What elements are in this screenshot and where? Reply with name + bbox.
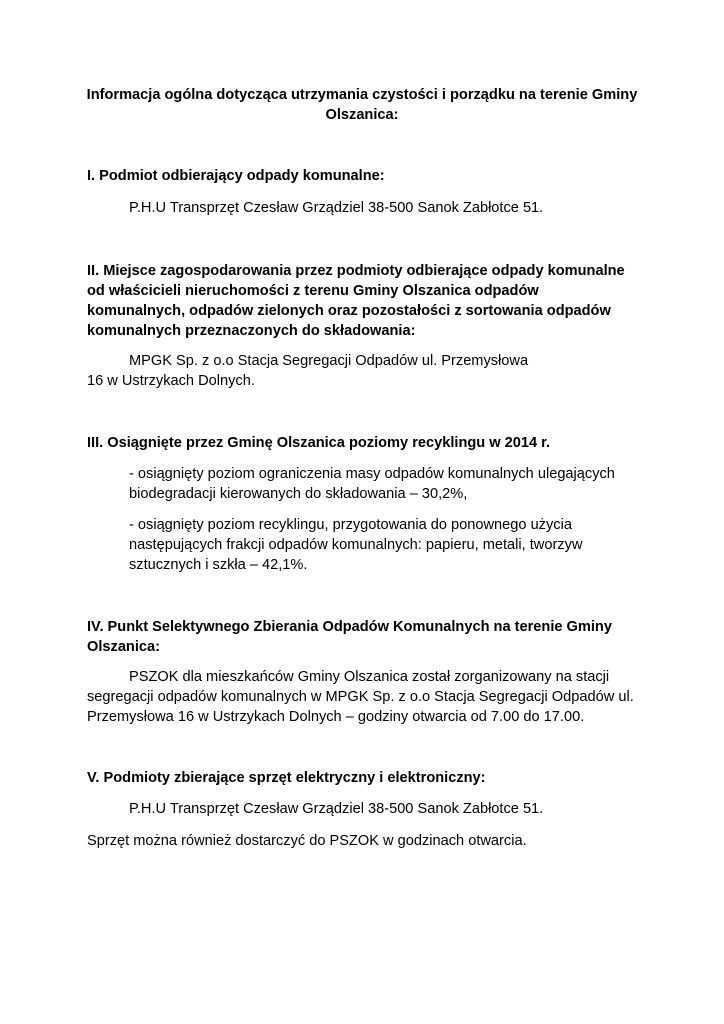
section-2-heading-line-1: II. Miejsce zagospodarowania przez podmioty odbierające odpady komunalne [87, 263, 625, 279]
document-title-line-1: Informacja ogólna dotycząca utrzymania czystości i porządku na terenie Gminy [86, 87, 638, 103]
section-2-heading-line-3: komunalnych, odpadów zielonych oraz pozostałości z sortowania odpadów [87, 303, 611, 319]
document-title-line-2: Olszanica: [325, 107, 399, 123]
section-4-heading-line-1: IV. Punkt Selektywnego Zbierania Odpadów Komunalnych na terenie Gminy [87, 619, 612, 635]
section-3-heading: III. Osiągnięte przez Gminę Olszanica poziomy recyklingu w 2014 r. [87, 435, 551, 451]
section-3-item-1-line-1: - osiągnięty poziom ograniczenia masy odpadów komunalnych ulegających [129, 466, 615, 482]
section-2-text-line-2: 16 w Ustrzykach Dolnych. [87, 373, 255, 389]
section-1-heading: I. Podmiot odbierający odpady komunalne: [87, 168, 385, 184]
section-1-text: P.H.U Transprzęt Czesław Grządziel 38-500 Sanok Zabłotce 51. [129, 200, 544, 216]
section-3-item-2-line-1: - osiągnięty poziom recyklingu, przygotowania do ponownego użycia [129, 517, 572, 533]
section-4-text-line-1: PSZOK dla mieszkańców Gminy Olszanica został zorganizowany na stacji [129, 669, 610, 685]
section-3-item-2-line-3: sztucznych i szkła – 42,1%. [129, 557, 308, 573]
section-4-heading-line-2: Olszanica: [87, 639, 160, 655]
section-5-heading: V. Podmioty zbierające sprzęt elektryczny i elektroniczny: [87, 770, 486, 786]
section-2-heading-line-4: komunalnych przeznaczonych do składowania: [87, 323, 416, 339]
section-3-item-2-line-2: następujących frakcji odpadów komunalnych: papieru, metali, tworzyw [129, 537, 583, 553]
section-2-heading-line-2: od właścicieli nieruchomości z terenu Gminy Olszanica odpadów [87, 283, 539, 299]
section-4-text-line-3: Przemysłowa 16 w Ustrzykach Dolnych – godziny otwarcia od 7.00 do 17.00. [87, 709, 585, 725]
section-5-text: P.H.U Transprzęt Czesław Grządziel 38-500 Sanok Zabłotce 51. [129, 801, 544, 817]
section-5-note: Sprzęt można również dostarczyć do PSZOK w godzinach otwarcia. [87, 833, 527, 849]
section-4-text-line-2: segregacji odpadów komunalnych w MPGK Sp. z o.o Stacja Segregacji Odpadów ul. [87, 689, 634, 705]
section-3-item-1-line-2: biodegradacji kierowanych do składowania – 30,2%, [129, 486, 468, 502]
section-2-text-line-1: MPGK Sp. z o.o Stacja Segregacji Odpadów ul. Przemysłowa [129, 353, 529, 369]
